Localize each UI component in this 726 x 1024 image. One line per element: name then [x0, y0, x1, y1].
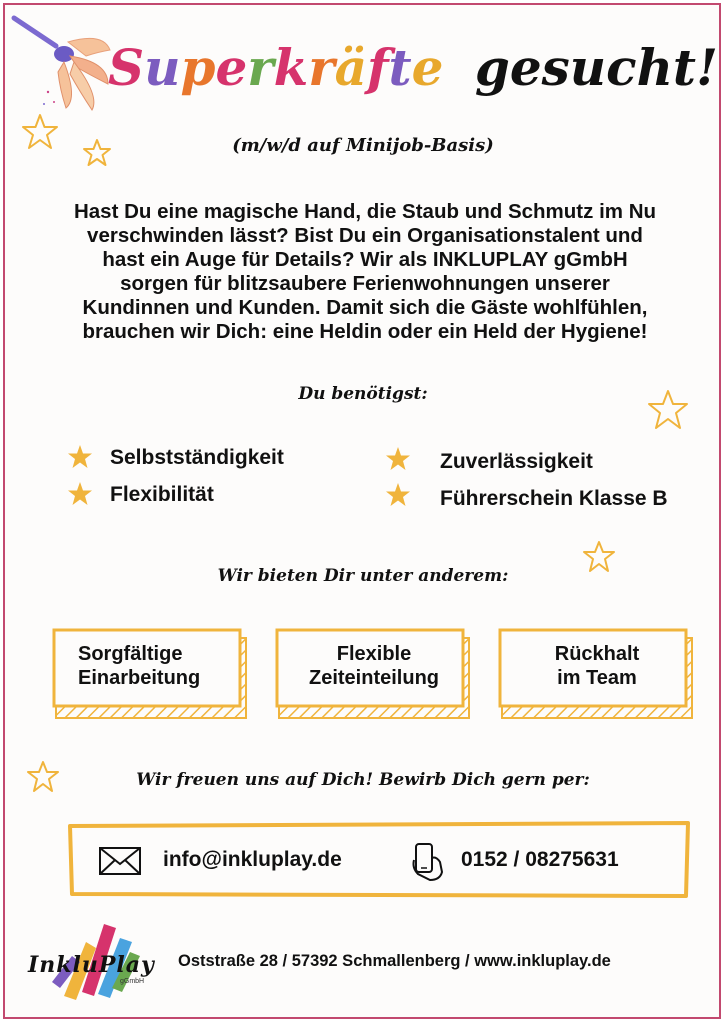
- logo-text: InkluPlay: [28, 952, 155, 978]
- title-letter: e: [411, 38, 444, 97]
- title-letter: k: [273, 38, 309, 97]
- offer-line: Flexible: [336, 643, 412, 665]
- offer-box: [275, 628, 473, 712]
- offer-box: [52, 628, 250, 712]
- phone-hand-icon: [410, 842, 446, 882]
- offer-line: Zeiteinteilung: [309, 667, 439, 689]
- requirement-item: Selbstständigkeit: [110, 446, 284, 469]
- feather-duster-icon: [8, 12, 118, 122]
- footer-address: Oststraße 28 / 57392 Schmallenberg / www.inkluplay.de: [178, 952, 611, 970]
- title-letter: ä: [334, 38, 367, 97]
- page-title: [108, 38, 718, 118]
- offers-heading: Wir bieten Dir unter anderem:: [217, 566, 509, 586]
- title-letter: S: [108, 38, 145, 97]
- requirement-item: Führerschein Klasse B: [440, 487, 668, 510]
- requirement-item: Flexibilität: [110, 483, 214, 506]
- star-bullet-icon: [67, 444, 93, 470]
- contact-heading: Wir freuen uns auf Dich! Bewirb Dich gern per:: [136, 770, 590, 790]
- title-letter: p: [180, 38, 216, 97]
- title-letter: u: [144, 38, 181, 97]
- requirement-item: Zuverlässigkeit: [440, 450, 593, 473]
- intro-line: Kundinnen und Kunden. Damit sich die Gäste wohlfühlen,: [82, 296, 648, 319]
- title-word-2: gesucht!: [474, 38, 718, 97]
- title-letter: f: [367, 38, 389, 97]
- title-word-1: [108, 38, 443, 97]
- intro-line: sorgen für blitzsaubere Ferienwohnungen unserer: [120, 272, 610, 295]
- intro-line: brauchen wir Dich: eine Heldin oder ein Held der Hygiene!: [82, 320, 648, 343]
- subtitle: (m/w/d auf Minijob-Basis): [232, 135, 494, 156]
- title-letter: r: [308, 38, 335, 97]
- intro-line: verschwinden lässt? Bist Du ein Organisationstalent und: [87, 224, 643, 247]
- phone-link[interactable]: 0152 / 08275631: [461, 848, 619, 871]
- title-letter: r: [247, 38, 274, 97]
- offer-line: Einarbeitung: [78, 667, 201, 689]
- title-letter: e: [215, 38, 248, 97]
- logo-subtext: gGmbH: [120, 978, 145, 985]
- intro-text: [20, 200, 710, 344]
- offer-line: Sorgfältige: [78, 643, 183, 665]
- requirements-heading: Du benötigst:: [298, 384, 428, 404]
- offer-line: im Team: [557, 667, 637, 689]
- title-letter: t: [388, 38, 412, 97]
- star-bullet-icon: [385, 446, 411, 472]
- offer-box: [498, 628, 696, 712]
- intro-line: Hast Du eine magische Hand, die Staub und Schmutz im Nu: [73, 200, 657, 223]
- envelope-icon: [98, 846, 142, 876]
- offer-line: Rückhalt: [554, 643, 640, 665]
- star-bullet-icon: [67, 481, 93, 507]
- email-link[interactable]: info@inkluplay.de: [163, 848, 342, 871]
- star-bullet-icon: [385, 482, 411, 508]
- intro-line: hast ein Auge für Details? Wir als INKLUPLAY gGmbH: [102, 248, 628, 271]
